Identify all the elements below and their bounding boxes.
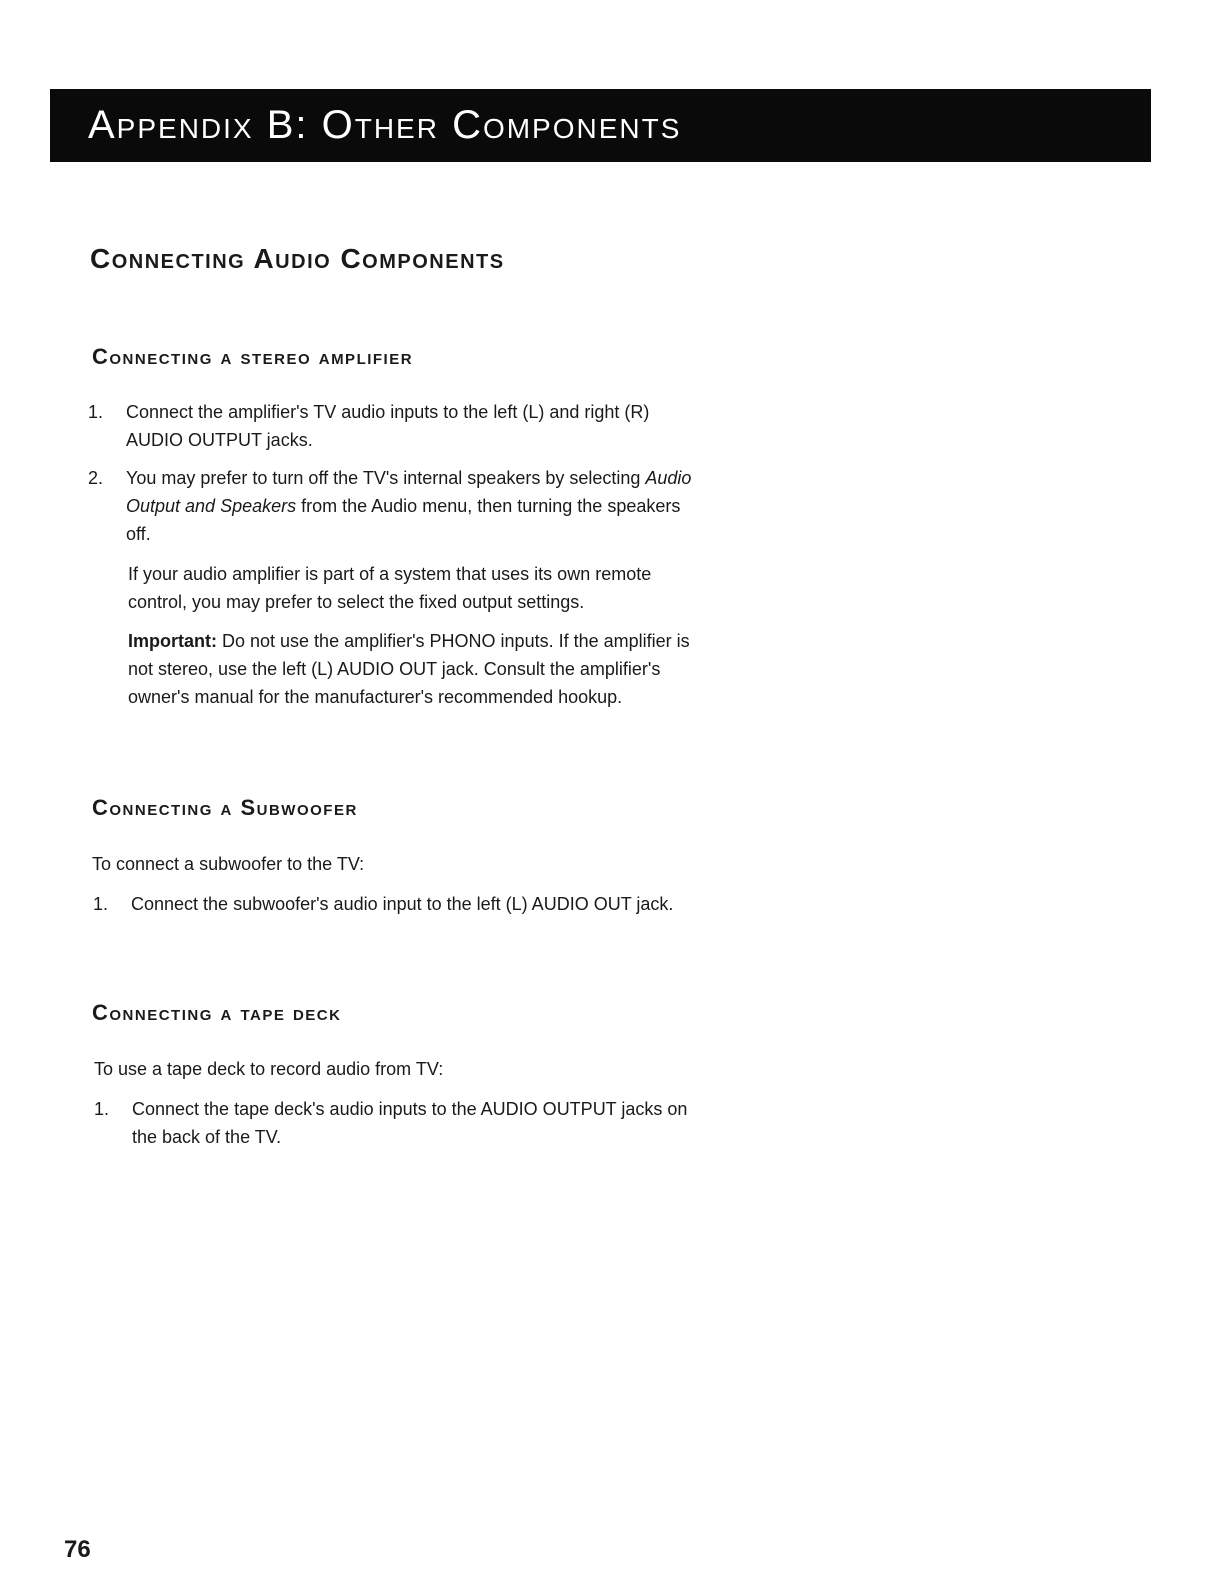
tapedeck-intro: To use a tape deck to record audio from TV: xyxy=(94,1059,444,1079)
subwoofer-step-1 xyxy=(93,890,733,946)
step-text-post: from the Audio menu, then turning the speakers off. xyxy=(126,496,681,544)
step-text xyxy=(126,464,706,548)
step-text: Connect the amplifier's TV audio inputs to the left (L) and right (R) AUDIO OUTPUT jacks. xyxy=(126,402,650,450)
amplifier-heading: Connecting a stereo amplifier xyxy=(92,344,414,369)
amplifier-note: If your audio amplifier is part of a system that uses its own remote control, you may prefer to select the fixed output settings. xyxy=(128,564,652,612)
menu-item-name: Audio Output and Speakers xyxy=(126,468,692,516)
tapedeck-step-1 xyxy=(94,1095,734,1151)
subwoofer-intro: To connect a subwoofer to the TV: xyxy=(92,854,365,874)
section-title: Connecting Audio Components xyxy=(90,243,505,274)
step-text-pre: You may prefer to turn off the TV's internal speakers by selecting xyxy=(126,468,646,488)
step-number: 2. xyxy=(88,468,104,488)
important-label: Important: xyxy=(128,631,217,651)
subwoofer-heading: Connecting a Subwoofer xyxy=(92,795,358,820)
amplifier-important xyxy=(128,627,708,711)
amplifier-step-2 xyxy=(88,464,728,548)
step-number: 1. xyxy=(88,402,104,422)
page-number: 76 xyxy=(64,1536,91,1563)
appendix-banner xyxy=(50,89,1151,162)
step-number: 1. xyxy=(93,894,109,914)
tapedeck-heading: Connecting a tape deck xyxy=(92,1000,342,1025)
step-number: 1. xyxy=(94,1099,110,1119)
step-text: Connect the tape deck's audio inputs to the AUDIO OUTPUT jacks on the back of the TV. xyxy=(132,1099,688,1147)
amplifier-step-1 xyxy=(88,398,728,454)
appendix-title: Appendix B: Other Components xyxy=(88,103,682,147)
important-text: Do not use the amplifier's PHONO inputs. If the amplifier is not stereo, use the left (L) AUDIO OUT jack. Consult the amplifier's owner's manual for the manufacturer's recommended hookup. xyxy=(128,631,690,707)
step-text: Connect the subwoofer's audio input to the left (L) AUDIO OUT jack. xyxy=(131,894,674,914)
